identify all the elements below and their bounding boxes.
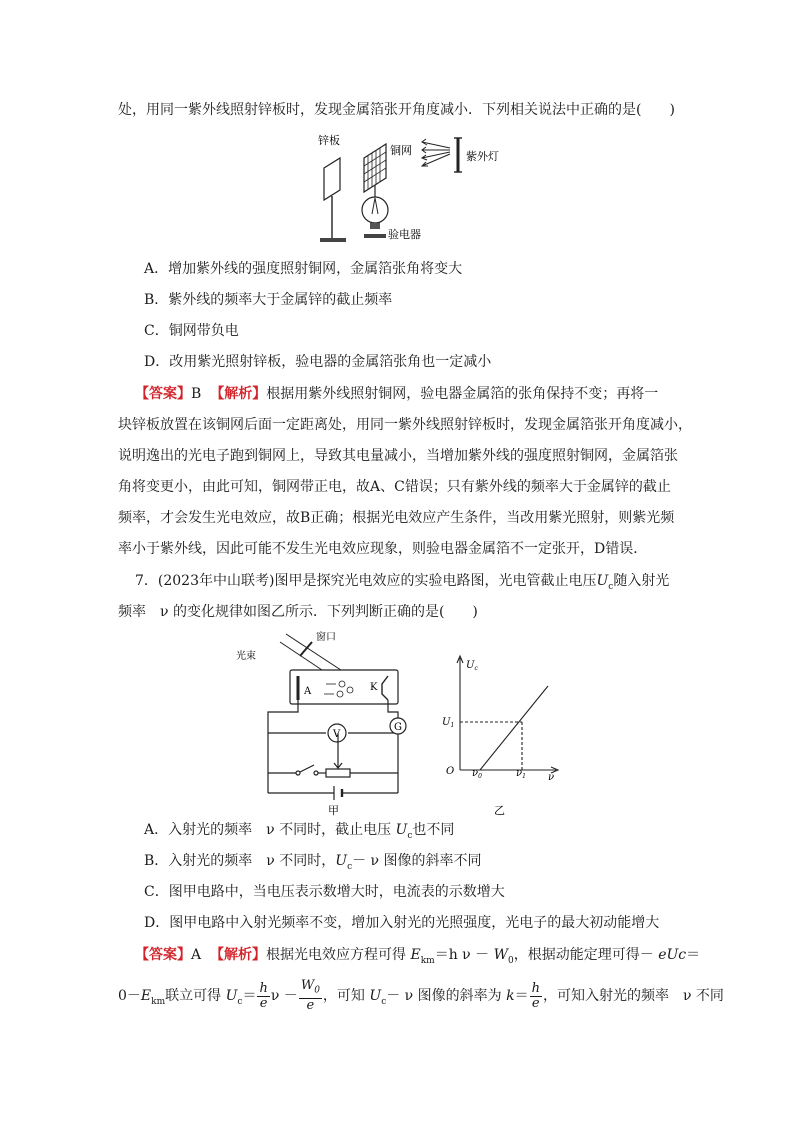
fraction-h-over-e-slope bbox=[530, 982, 542, 1011]
q7-a2-ek-sub: km bbox=[151, 996, 166, 1007]
q7-analysis-line-2 bbox=[118, 976, 724, 1022]
q7-a1-ek-sub: km bbox=[420, 955, 435, 966]
q6-analysis-tag: 【解析】 bbox=[210, 386, 267, 402]
frac3-den: e bbox=[531, 995, 540, 1011]
figure-caption-jia: 甲 bbox=[328, 804, 339, 817]
frac1-den: e bbox=[259, 995, 268, 1011]
battery bbox=[334, 786, 342, 800]
q6-stem-tail: 处，用同一紫外线照射锌板时，发现金属箔张开角度减小．下列相关说法中正确的是( ) bbox=[118, 102, 675, 118]
q7-analysis-line-1 bbox=[135, 945, 700, 971]
q7-a1-b: ＝h ν － bbox=[434, 947, 494, 963]
q7-option-a-post: 也不同 bbox=[412, 822, 455, 838]
q6-analysis-line-5: 频率，才会发生光电效应，故B正确；根据光电效应产生条件，当改用紫光照射，则紫光频 bbox=[118, 510, 675, 526]
frac2-num-main: W bbox=[300, 978, 315, 994]
q7-a2-c: ＝ bbox=[242, 988, 257, 1004]
q6-analysis-line-2: 块锌板放置在该铜网后面一定距离处，用同一紫外线照射锌板时，发现金属箔张开角度减小， bbox=[118, 417, 692, 433]
q7-option-b-post: － ν 图像的斜率不同 bbox=[352, 853, 482, 869]
q7-stem-var-sub: c bbox=[608, 581, 614, 592]
axis-label-x: ν bbox=[548, 772, 555, 783]
q7-a2-uc2: U bbox=[369, 988, 382, 1004]
q7-a1-euc: eUc bbox=[658, 947, 687, 963]
q7-a2-ek: E bbox=[140, 988, 152, 1004]
q7-a2-uc-sub: c bbox=[237, 996, 243, 1007]
q7-answer: A bbox=[191, 947, 202, 963]
q7-a1-w: W bbox=[493, 947, 508, 963]
label-zinc-plate: 锌板 bbox=[318, 134, 340, 147]
frac2-num-sub: 0 bbox=[314, 985, 320, 996]
label-cathode: K bbox=[370, 682, 378, 693]
q7-answer-tag: 【答案】 bbox=[135, 947, 191, 963]
label-window: 窗口 bbox=[316, 632, 336, 643]
q7-stem-line-1 bbox=[135, 571, 669, 597]
q6-option-a: A．增加紫外线的强度照射铜网，金属箔张角将变大 bbox=[144, 261, 463, 277]
label-u1: $U_1$ bbox=[442, 717, 455, 729]
q7-option-b-var: U bbox=[335, 853, 348, 869]
q6-answer-tag: 【答案】 bbox=[135, 386, 191, 402]
label-nu0: $\nu_0$ bbox=[472, 768, 482, 780]
q7-a2-d: ν － bbox=[270, 988, 298, 1004]
frac3-num: h bbox=[531, 980, 540, 996]
q7-option-b-pre: B．入射光的频率 ν 不同时， bbox=[144, 853, 336, 869]
q7-option-c: C．图甲电路中，当电压表示数增大时，电流表的示数增大 bbox=[144, 884, 505, 900]
label-voltmeter: V bbox=[333, 729, 341, 740]
q7-stem-text-a: 7．(2023年中山联考)图甲是探究光电效应的实验电路图，光电管截止电压 bbox=[135, 573, 597, 589]
q6-analysis-line-1 bbox=[135, 384, 658, 404]
uv-lamp bbox=[454, 138, 462, 172]
q7-a2-k: k bbox=[506, 988, 515, 1004]
q7-option-a-sub: c bbox=[407, 830, 413, 841]
uc-line bbox=[480, 686, 548, 770]
frac2-den: e bbox=[306, 997, 315, 1013]
label-galvanometer: G bbox=[394, 722, 402, 733]
q6-analysis-text-1: 根据用紫外线照射铜网，验电器金属箔的张角保持不变；再将一 bbox=[266, 386, 659, 402]
q7-option-d: D．图甲电路中入射光频率不变，增加入射光的光照强度，光电子的最大初动能增大 bbox=[144, 915, 660, 931]
q6-option-b: B．紫外线的频率大于金属锌的截止频率 bbox=[144, 292, 393, 308]
q7-stem-var: U bbox=[596, 573, 609, 589]
q7-a1-d: ＝ bbox=[686, 947, 701, 963]
q7-option-a-pre: A．入射光的频率 ν 不同时，截止电压 bbox=[144, 822, 396, 838]
q7-a2-f: － ν 图像的斜率为 bbox=[386, 988, 507, 1004]
label-electroscope: 验电器 bbox=[388, 228, 421, 241]
q6-option-c: C．铜网带负电 bbox=[144, 323, 239, 339]
q7-a2-b: 联立可得 bbox=[165, 988, 226, 1004]
label-nu1: $\nu_1$ bbox=[516, 768, 526, 780]
label-copper-mesh: 铜网 bbox=[390, 144, 412, 157]
q7-option-a-var: U bbox=[395, 822, 408, 838]
q6-analysis-line-3: 说明逸出的光电子跑到铜网上，导致其电量减小，当增加紫外线的强度照射铜网，金属箔张 bbox=[118, 448, 678, 464]
q6-answer: B bbox=[191, 386, 202, 402]
q6-figure bbox=[310, 128, 499, 246]
q7-figure-graph bbox=[430, 650, 570, 818]
q7-a2-h: ，可知入射光的频率 ν 不同 bbox=[542, 988, 724, 1004]
axis-label-y: $U_c$ bbox=[466, 660, 478, 672]
q6-option-d: D．改用紫光照射锌板，验电器的金属箔张角也一定减小 bbox=[144, 354, 492, 370]
label-uv-lamp: 紫外灯 bbox=[466, 150, 499, 163]
electroscope bbox=[362, 197, 388, 223]
q7-a1-c: ，根据动能定理可得－ bbox=[513, 947, 659, 963]
q7-a1-ek: E bbox=[410, 947, 421, 963]
switch bbox=[296, 765, 326, 775]
circuit-wires bbox=[268, 700, 398, 793]
rheostat bbox=[326, 769, 350, 777]
label-origin: O bbox=[446, 766, 455, 777]
frac1-num: h bbox=[259, 980, 268, 996]
label-anode: A bbox=[304, 686, 312, 697]
copper-mesh bbox=[364, 144, 386, 192]
fraction-w0-over-e bbox=[299, 979, 322, 1013]
q6-analysis-line-4: 角将变更小，由此可知，铜网带正电，故A、C错误；只有紫外线的频率大于金属锌的截止 bbox=[118, 479, 671, 495]
q7-a2-uc2-sub: c bbox=[381, 996, 387, 1007]
q7-a1-w-sub: 0 bbox=[508, 955, 514, 966]
q7-option-a bbox=[144, 820, 454, 846]
zinc-plate bbox=[324, 158, 340, 200]
q7-a2-a: 0－ bbox=[118, 988, 141, 1004]
q7-a2-e: ，可知 bbox=[322, 988, 370, 1004]
figure-caption-yi: 乙 bbox=[494, 804, 505, 817]
fraction-h-over-e bbox=[257, 982, 269, 1011]
q7-analysis-tag: 【解析】 bbox=[210, 947, 267, 963]
q7-a2-uc: U bbox=[225, 988, 238, 1004]
q7-figure-circuit bbox=[230, 628, 415, 818]
q7-a2-g: ＝ bbox=[514, 988, 529, 1004]
frac2-num bbox=[299, 979, 322, 999]
label-light-beam: 光束 bbox=[236, 651, 256, 662]
uv-rays bbox=[422, 139, 450, 166]
q7-stem-text-b: 随入射光 bbox=[613, 573, 670, 589]
q7-option-b-sub: c bbox=[347, 861, 353, 872]
q7-stem-line-2: 频率 ν 的变化规律如图乙所示．下列判断正确的是( ) bbox=[118, 604, 478, 620]
q7-option-b bbox=[144, 851, 482, 877]
q6-analysis-line-6: 率小于紫外线，因此可能不发生光电效应现象，则验电器金属箔不一定张开，D错误． bbox=[118, 541, 648, 557]
q7-a1-a: 根据光电效应方程可得 bbox=[266, 947, 411, 963]
